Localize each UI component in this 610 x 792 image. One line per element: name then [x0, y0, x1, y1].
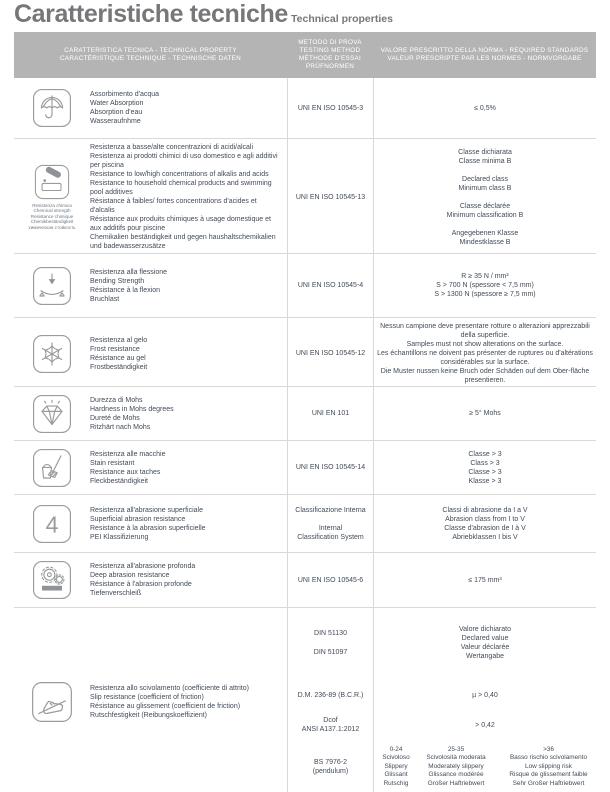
table-row-frost-resistance	[14, 317, 596, 386]
icon-cell	[14, 254, 90, 317]
table-row-deep-abrasion	[14, 552, 596, 607]
icon-cell	[14, 387, 90, 440]
table-row-stain-resistance	[14, 440, 596, 494]
value-cell: > 0,42	[373, 712, 596, 738]
method-cell: UNI EN ISO 10545-12	[287, 318, 373, 389]
header-method: METODO DI PROVA TESTING METHOD MÉTHODE D'ESSAI PRÜFNORMEN	[298, 39, 362, 70]
umbrella-water-absorption-icon	[32, 88, 72, 128]
method-cell: BS 7976-2 (pendulum)	[287, 738, 373, 792]
property-cell: Resistenza a basse/alte concentrazioni di acidi/alcali Resistenza ai prodotti chimici di uso domestico e agli additivi per piscina Resistance to low/high concentrations of alkalis and acids Resistance to household chemical products and swimming pool additives Résistance à faibles/ fortes concentrations d'acides et d'alcalis Résistance aux produits chimiques à usage domestique et aux additifs pour piscine Chemikalien beständigkeit und gegen haushaltschemikalien und badewasserzusätze	[90, 144, 278, 250]
icon-cell	[14, 318, 90, 389]
table-row-mohs-hardness	[14, 386, 596, 440]
snowflake-icon	[32, 334, 72, 374]
value-cell: R ≥ 35 N / mm² S > 700 N (spessore < 7,5 mm) S > 1300 N (spessore ≥ 7,5 mm)	[373, 254, 596, 317]
value-cell: Valore dichiarato Declared value Valeur déclarée Wertangabe	[373, 608, 596, 678]
table-row-bending-strength	[14, 253, 596, 317]
value-cell: ≤ 175 mm³	[373, 553, 596, 607]
pendulum-range-label: 25-35	[447, 745, 465, 753]
value-cell: Classi di abrasione da I a V Abrasion class from I to V Classe d'abrasion de I à V Abriebklassen I bis V	[373, 495, 596, 552]
value-cell: µ > 0,40	[373, 678, 596, 712]
technical-properties-table	[14, 32, 596, 792]
pendulum-range-25-35	[415, 746, 497, 788]
method-cell: Classificazione Interna Internal Classification System	[287, 495, 373, 552]
pendulum-range-lines: Scivolosità moderata Moderately slippery Glissance modérée Großer Haftriebwert	[426, 754, 486, 787]
icon-cell	[14, 608, 90, 792]
chemical-test-tube-icon	[34, 164, 70, 200]
slip-sections	[287, 608, 596, 792]
table-body	[14, 78, 596, 792]
icon-cell	[14, 78, 90, 138]
header-property: CARATTERISTICA TECNICA - TECHNICAL PROPERTY CARACTÉRISTIQUE TECHNIQUE - TECHNISCHE DATEN	[59, 47, 242, 62]
icon-cell	[14, 441, 90, 494]
svg-text:4: 4	[45, 510, 59, 537]
method-cell: UNI EN ISO 10545-3	[287, 78, 373, 138]
pendulum-range-36plus	[497, 746, 600, 788]
icon-cell	[14, 553, 90, 607]
value-cell: ≤ 0,5%	[373, 78, 596, 138]
slip-section-pendulum	[287, 738, 596, 792]
value-cell: Classe dichiarata Classe minima B Declared class Minimum class B Classe déclarée Minimum classification B Angegebenen Klasse Mindestklasse B	[373, 139, 596, 255]
property-cell: Resistenza al gelo Frost resistance Résistance au gel Frostbeständigkeit	[90, 336, 148, 371]
shoe-slip-icon	[31, 681, 73, 723]
pendulum-range-lines: Basso rischio scivolamento Low slipping risk Risque de glissement faible Sehr Großer Haftriebwert	[509, 754, 588, 787]
diamond-icon	[32, 394, 72, 434]
property-cell: Assorbimento d'acqua Water Absorption Absorption d'eau Wasseraufnhme	[90, 91, 160, 125]
table-row-water-absorption	[14, 78, 596, 138]
icon-caption: Resistenza chimica Chemical strength Resistance chimique Chemikbeständigkeit химическая стойкость	[28, 202, 76, 230]
property-cell: Resistenza all'abrasione profonda Deep abrasion resistance Résistance à l'abrasion profonde Tiefenverschleiß	[90, 563, 196, 597]
property-cell: Resistenza allo scivolamento (coefficiente di attrito) Slip resistance (coefficient of friction) Résistance au glissement (coefficient de friction) Rutschfestigkeit (Reibungskoeffizient)	[90, 685, 250, 719]
table-row-slip-resistance	[14, 607, 596, 792]
icon-cell	[14, 139, 90, 255]
header-value: VALORE PRESCRITTO DELLA NORMA - REQUIRED STANDARDS VALEUR PRESCRIPTE PAR LES NORMES - NORMVORGABE	[380, 47, 589, 62]
method-cell: UNI EN ISO 10545-13	[287, 139, 373, 255]
method-cell: Dcof ANSI A137.1:2012	[287, 712, 373, 738]
pendulum-range-lines: Scivoloso Slippery Glissant Rutschig	[382, 754, 410, 787]
method-cell: D.M. 236-89 (B.C.R.)	[287, 678, 373, 712]
property-cell: Resistenza alle macchie Stain resistant Resistance aux taches Fleckbeständigkeit	[90, 450, 166, 485]
numeral-4-pei-icon	[32, 504, 72, 544]
page-title: Caratteristiche tecniche	[14, 0, 288, 28]
property-cell: Resistenza alla flessione Bending Strength Résistance à la flexion Bruchlast	[90, 268, 168, 303]
table-row-superficial-abrasion	[14, 494, 596, 552]
value-cell	[373, 738, 596, 792]
method-cell: UNI EN ISO 10545-14	[287, 441, 373, 494]
value-cell: Nessun campione deve presentare rotture o alterazioni apprezzabili della superficie. Samples must not show alterations on the surface. Les échantillons ne doivent pas présenter de ruptures ou d'altérations considérables sur la surface. Die Muster nussen keine Bruch oder Schäden ouf dem Ober-fläche presentieren.	[373, 318, 596, 389]
value-cell: Classe > 3 Class > 3 Classe > 3 Klasse > 3	[373, 441, 596, 494]
slip-section-bcr	[287, 678, 596, 712]
method-cell: DIN 51130 DIN 51097	[287, 608, 373, 678]
slip-section-din	[287, 608, 596, 678]
icon-cell	[14, 495, 90, 552]
method-cell: UNI EN 101	[287, 387, 373, 440]
pendulum-range-label: 0-24	[389, 745, 403, 753]
value-cell: ≥ 5° Mohs	[373, 387, 596, 440]
method-cell: UNI EN ISO 10545-4	[287, 254, 373, 317]
pendulum-range-0-24	[377, 746, 415, 788]
pendulum-scale	[377, 746, 593, 788]
method-cell: UNI EN ISO 10545-6	[287, 553, 373, 607]
bucket-mop-icon	[32, 448, 72, 488]
property-cell: Resistenza all'abrasione superficiale Superficial abrasion resistance Resistance à la abrasion superficielle PEI Klassifizierung	[90, 506, 206, 541]
table-header	[14, 32, 596, 78]
bending-arrow-icon	[32, 266, 72, 306]
property-cell: Durezza di Mohs Hardness in Mohs degrees Dureté de Mohs Ritzhärt nach Mohs	[90, 396, 174, 431]
slip-section-dcof	[287, 712, 596, 738]
pendulum-range-label: >36	[543, 745, 554, 753]
table-row-chemical-resistance	[14, 138, 596, 253]
gears-abrasion-icon	[32, 560, 72, 600]
page-subtitle: Technical properties	[291, 13, 393, 25]
